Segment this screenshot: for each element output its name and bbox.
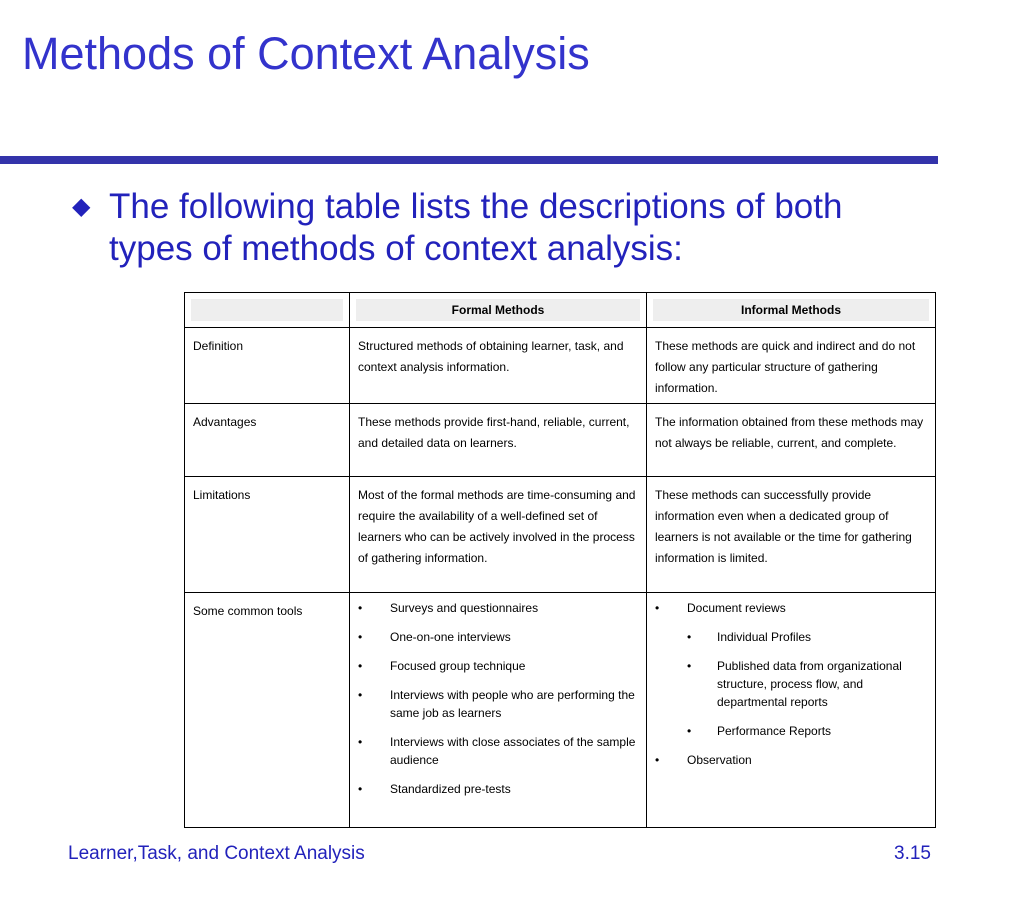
- informal-tools-list: [655, 599, 927, 769]
- row-label: Advantages: [185, 404, 350, 477]
- list-item: • Surveys and questionnaires: [358, 599, 638, 617]
- table-row-definition: [185, 328, 936, 404]
- table-header-row: [185, 293, 936, 328]
- header-cell-empty: [185, 293, 350, 328]
- formal-cell: Most of the formal methods are time-consuming and require the availability of a well-defined set of learners who can be actively involved in the process of gathering information.: [350, 477, 647, 593]
- table-row-tools: [185, 593, 936, 828]
- informal-cell: These methods can successfully provide information even when a dedicated group of learners is not available or the time for gathering information is limited.: [647, 477, 936, 593]
- list-subitem: • Performance Reports: [655, 722, 927, 740]
- intro-bullet: [72, 186, 932, 270]
- list-item: • Standardized pre-tests: [358, 780, 638, 798]
- footer-slide-number: 3.15: [894, 843, 931, 864]
- list-subitem: • Published data from organizational structure, process flow, and departmental reports: [655, 657, 927, 711]
- row-label: Some common tools: [185, 593, 350, 828]
- formal-cell: These methods provide first-hand, reliable, current, and detailed data on learners.: [350, 404, 647, 477]
- row-label: Definition: [185, 328, 350, 404]
- footer-course-title: Learner,Task, and Context Analysis: [68, 843, 365, 864]
- list-item: • Interviews with close associates of the sample audience: [358, 733, 638, 769]
- informal-cell: The information obtained from these methods may not always be reliable, current, and complete.: [647, 404, 936, 477]
- list-item: • Interviews with people who are performing the same job as learners: [358, 686, 638, 722]
- row-label: Limitations: [185, 477, 350, 593]
- list-subitem: • Individual Profiles: [655, 628, 927, 646]
- title-divider: [0, 156, 938, 164]
- slide-title: Methods of Context Analysis: [22, 28, 590, 79]
- methods-table: [184, 292, 936, 828]
- formal-tools-cell: [350, 593, 647, 828]
- formal-tools-list: [358, 599, 638, 798]
- header-formal-methods: Formal Methods: [350, 293, 647, 328]
- list-item: • Document reviews: [655, 599, 927, 617]
- header-informal-methods: Informal Methods: [647, 293, 936, 328]
- formal-cell: Structured methods of obtaining learner, task, and context analysis information.: [350, 328, 647, 404]
- table-row-limitations: [185, 477, 936, 593]
- list-item: • Focused group technique: [358, 657, 638, 675]
- list-item: • Observation: [655, 751, 927, 769]
- informal-cell: These methods are quick and indirect and do not follow any particular structure of gathering information.: [647, 328, 936, 404]
- informal-tools-cell: [647, 593, 936, 828]
- list-item: • One-on-one interviews: [358, 628, 638, 646]
- diamond-bullet-icon: ◆: [72, 193, 91, 220]
- intro-text: The following table lists the descriptions of both types of methods of context analysis:: [109, 187, 843, 268]
- table-row-advantages: [185, 404, 936, 477]
